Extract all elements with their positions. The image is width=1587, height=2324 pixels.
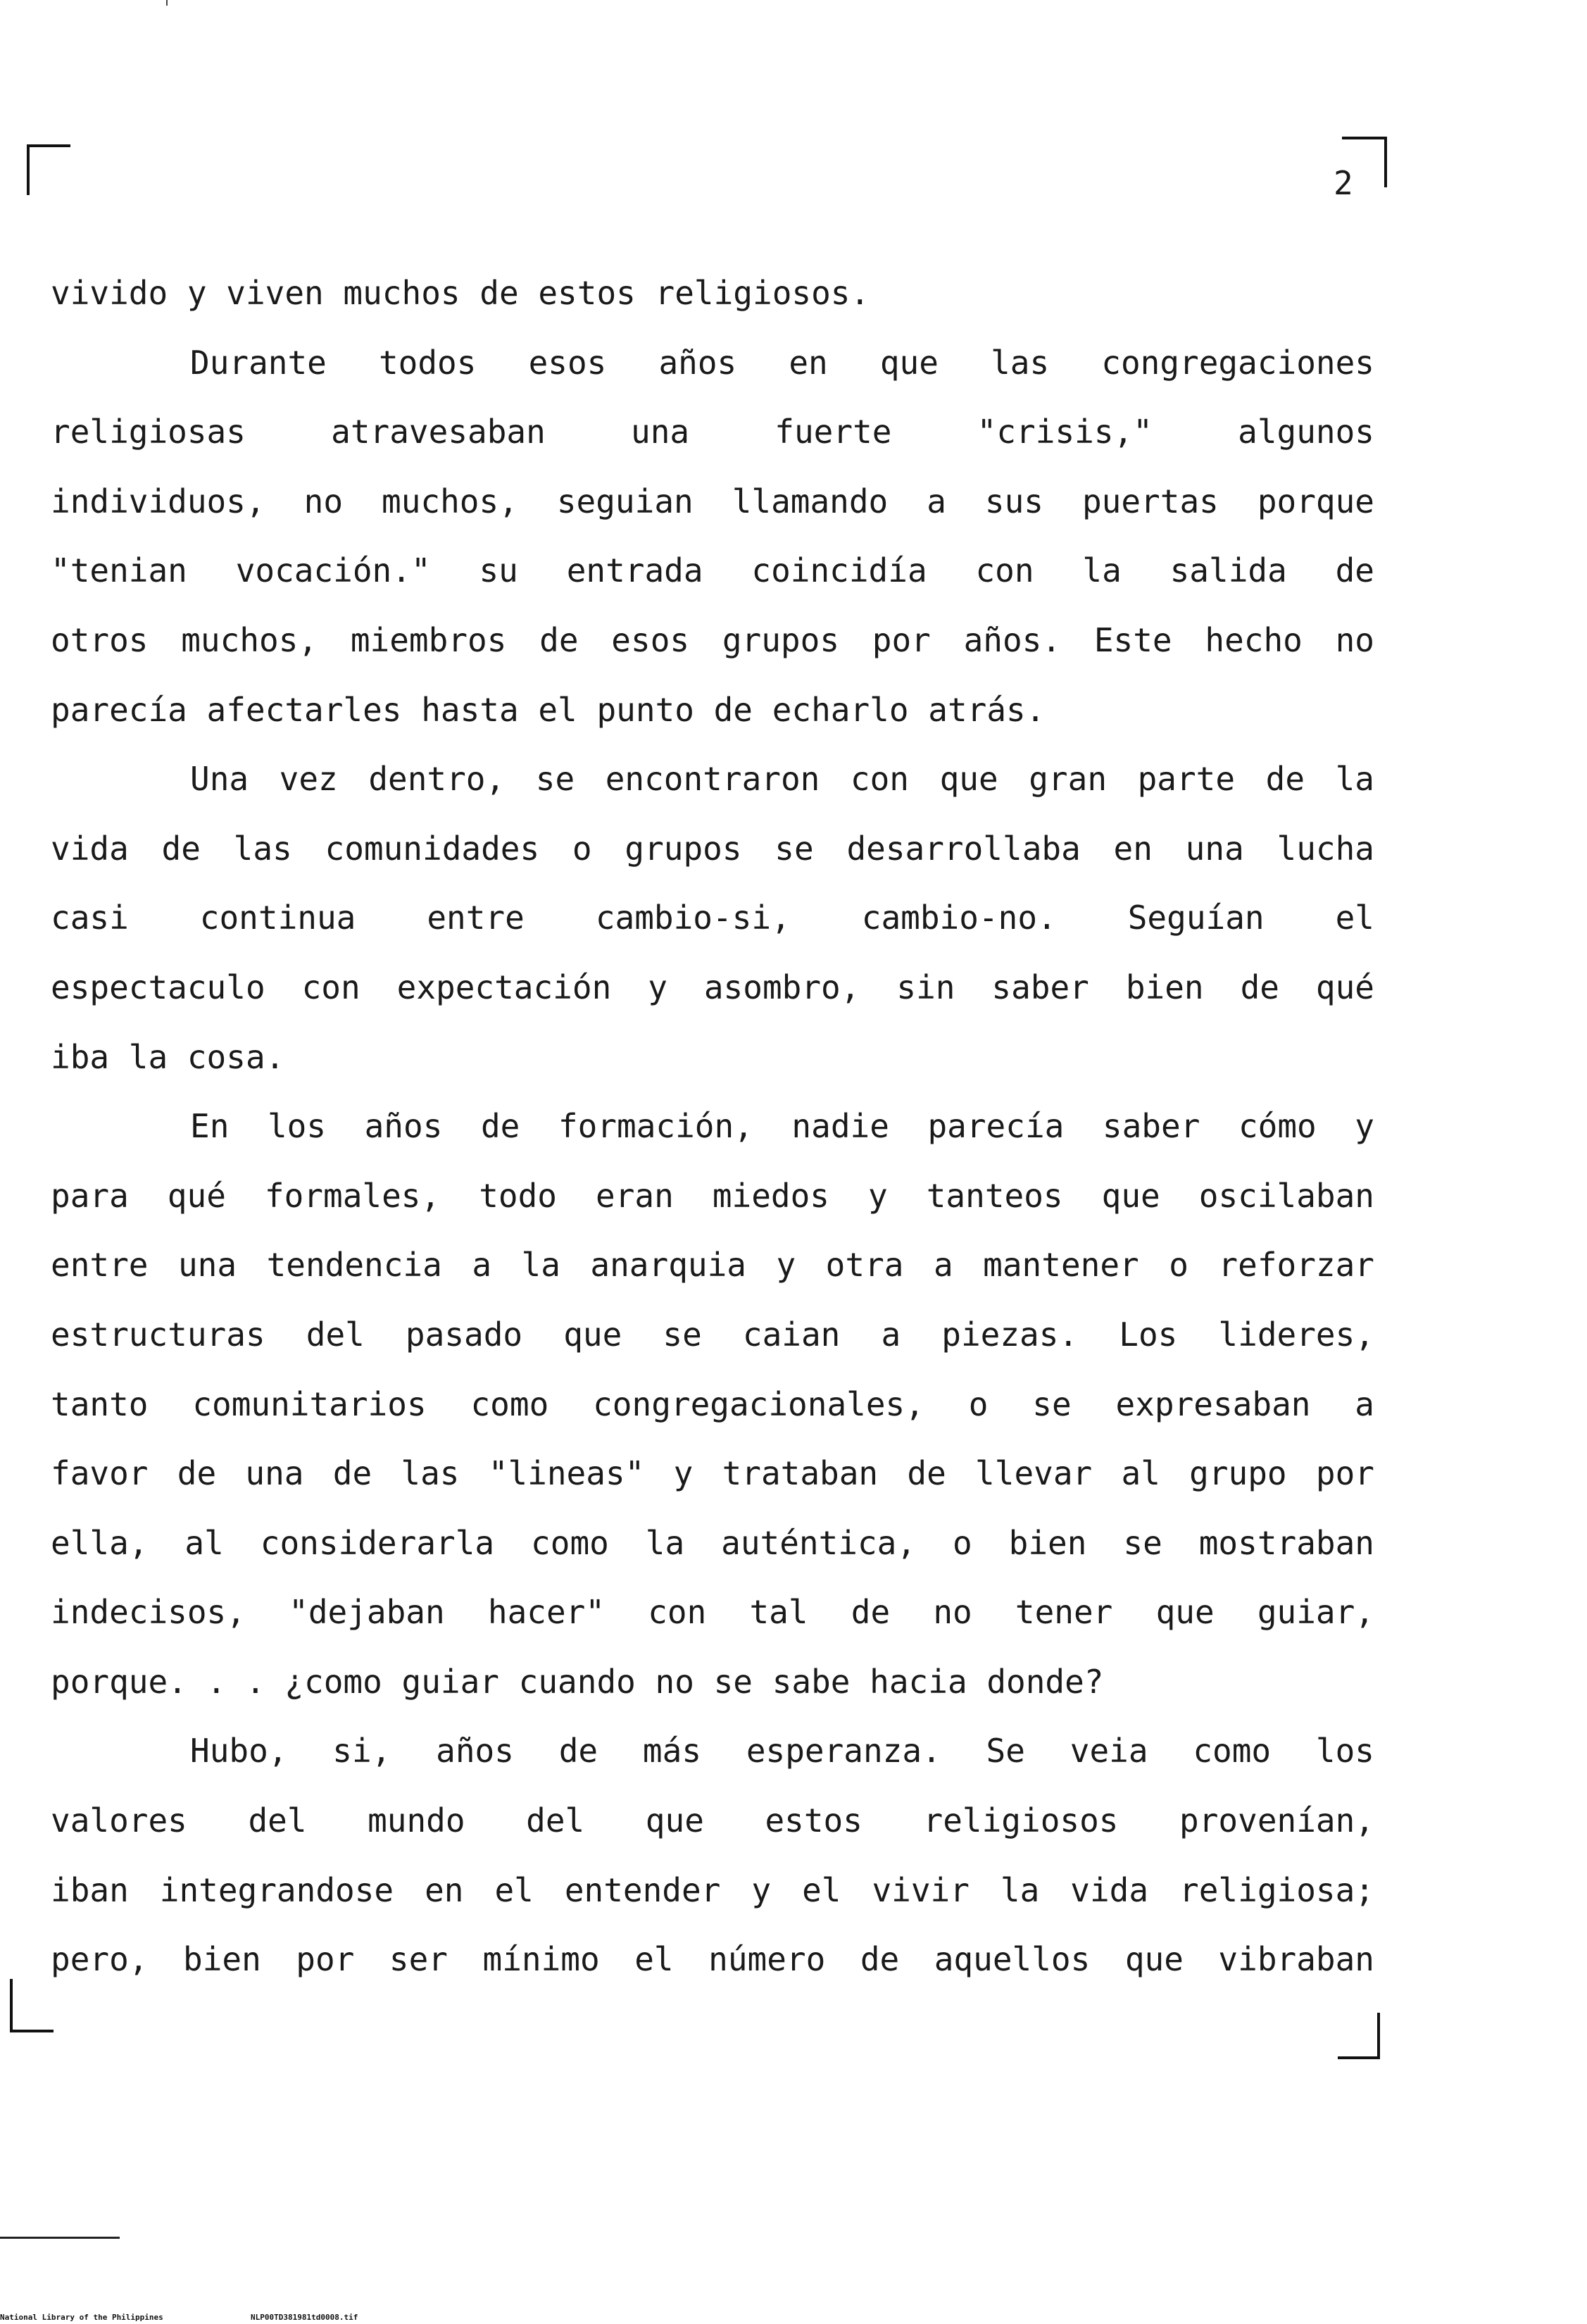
body-text [51, 270, 1374, 2006]
text-line: ella, al considerarla como la auténtica, o bien se mostraban [51, 1523, 1374, 1562]
page-number: 2 [1334, 164, 1353, 202]
text-line: En los años de formación, nadie parecía saber cómo y [190, 1107, 1374, 1146]
text-line: individuos, no muchos, seguian llamando a sus puertas porque [51, 482, 1374, 520]
text-line: Una vez dentro, se encontraron con que gran parte de la [190, 760, 1374, 799]
text-line: Durante todos esos años en que las congregaciones [190, 343, 1374, 382]
text-line: vida de las comunidades o grupos se desarrollaba en una lucha [51, 829, 1374, 868]
text-line: valores del mundo del que estos religiosos provenían, [51, 1801, 1374, 1840]
scan-footer [0, 2313, 358, 2323]
text-line: religiosas atravesaban una fuerte "crisis," algunos [51, 413, 1374, 451]
text-line: otros muchos, miembros de esos grupos por años. Este hecho no [51, 620, 1374, 659]
text-line: "tenian vocación." su entrada coincidía con la salida de [51, 551, 1374, 590]
text-line: pero, bien por ser mínimo el número de aquellos que vibraban [51, 1940, 1374, 1979]
text-line: vivido y viven muchos de estos religiosos. [51, 274, 870, 312]
footer-rule [0, 2237, 120, 2239]
text-line: estructuras del pasado que se caian a piezas. Los lideres, [51, 1315, 1374, 1354]
text-line: favor de una de las "lineas" y trataban de llevar al grupo por [51, 1454, 1374, 1493]
text-line: indecisos, "dejaban hacer" con tal de no tener que guiar, [51, 1593, 1374, 1632]
text-line: tanto comunitarios como congregacionales, o se expresaban a [51, 1385, 1374, 1423]
footer-file-name: NLP00TD381981td0008.tif [251, 2313, 358, 2322]
scan-tick-mark [166, 0, 168, 6]
text-line: iban integrandose en el entender y el vivir la vida religiosa; [51, 1870, 1374, 1909]
text-line: iba la cosa. [51, 1037, 285, 1076]
crop-mark-bottom-left [10, 1979, 54, 2032]
text-line: parecía afectarles hasta el punto de echarlo atrás. [51, 690, 1046, 729]
footer-library: National Library of the Philippines [0, 2313, 163, 2322]
text-line: entre una tendencia a la anarquia y otra a mantener o reforzar [51, 1246, 1374, 1285]
crop-mark-top-left [27, 144, 70, 195]
text-line: Hubo, si, años de más esperanza. Se veia como los [190, 1732, 1374, 1770]
crop-mark-bottom-right [1338, 2013, 1380, 2059]
text-line: para qué formales, todo eran miedos y tanteos que oscilaban [51, 1176, 1374, 1215]
text-line: porque. . . ¿como guiar cuando no se sabe hacia donde? [51, 1662, 1104, 1701]
text-line: casi continua entre cambio-si, cambio-no. Seguían el [51, 899, 1374, 937]
text-line: espectaculo con expectación y asombro, sin saber bien de qué [51, 968, 1374, 1006]
